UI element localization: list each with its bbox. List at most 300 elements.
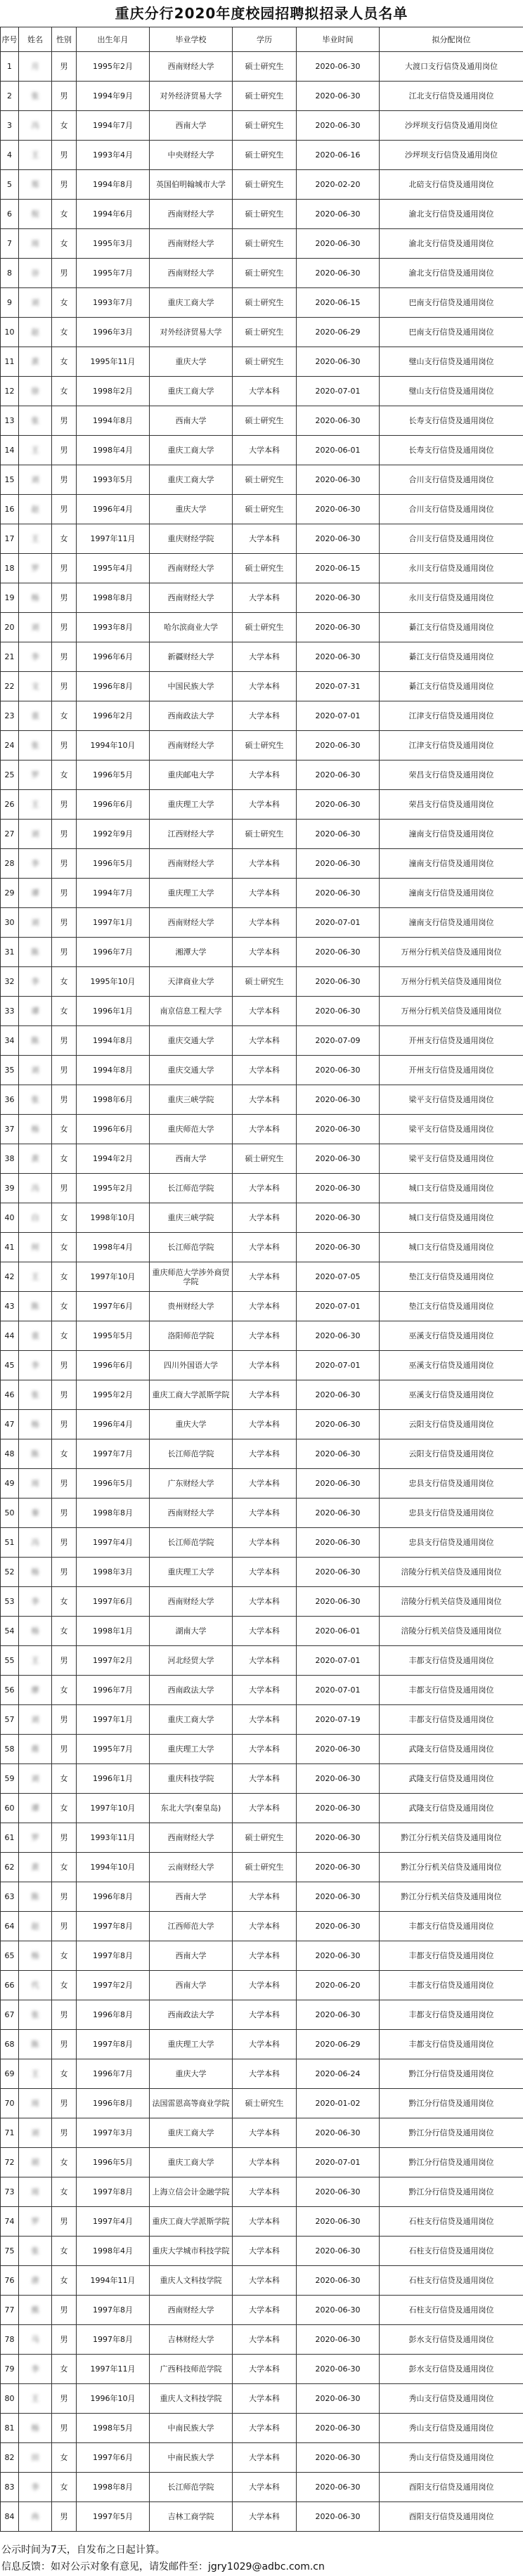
row-birth: 1995年2月 — [77, 1380, 150, 1410]
row-birth: 1997年8月 — [77, 1941, 150, 1971]
row-position: 武隆支行信贷及通用岗位 — [380, 1764, 523, 1794]
row-name: 陈 — [19, 938, 52, 967]
row-grad-date: 2020-07-01 — [297, 1646, 380, 1676]
row-gender: 男 — [52, 1646, 77, 1676]
row-name: 黄 — [19, 1144, 52, 1174]
row-index: 17 — [1, 524, 19, 554]
row-grad-date: 2020-06-30 — [297, 1410, 380, 1439]
row-grad-date: 2020-06-30 — [297, 997, 380, 1026]
row-school: 重庆工商大学 — [150, 436, 233, 465]
row-position: 云阳支行信贷及通用岗位 — [380, 1410, 523, 1439]
row-school: 重庆理工大学 — [150, 790, 233, 820]
row-index: 81 — [1, 2414, 19, 2443]
row-degree: 大学本科 — [233, 997, 297, 1026]
row-position: 石柱支行信贷及通用岗位 — [380, 2207, 523, 2237]
row-index: 22 — [1, 672, 19, 701]
row-school: 西南大学 — [150, 111, 233, 141]
row-birth: 1997年8月 — [77, 1912, 150, 1941]
row-school: 重庆财经学院 — [150, 524, 233, 554]
table-row — [1, 259, 523, 288]
row-index: 10 — [1, 318, 19, 347]
row-gender: 女 — [52, 200, 77, 229]
row-grad-date: 2020-06-20 — [297, 1971, 380, 2000]
row-birth: 1996年1月 — [77, 997, 150, 1026]
row-name: 李 — [19, 1351, 52, 1380]
row-school: 江西师范大学 — [150, 1912, 233, 1941]
row-position: 巴南支行信贷及通用岗位 — [380, 288, 523, 318]
table-row — [1, 2207, 523, 2237]
row-school: 西南财经大学 — [150, 849, 233, 879]
table-row — [1, 1882, 523, 1912]
row-name: 冯 — [19, 111, 52, 141]
row-degree: 大学本科 — [233, 1115, 297, 1144]
row-birth: 1997年1月 — [77, 908, 150, 938]
row-gender: 男 — [52, 1823, 77, 1853]
row-degree: 大学本科 — [233, 760, 297, 790]
row-birth: 1996年6月 — [77, 790, 150, 820]
table-row — [1, 1056, 523, 1085]
row-grad-date: 2020-06-30 — [297, 613, 380, 642]
row-position: 北碚支行信贷及通用岗位 — [380, 170, 523, 200]
row-birth: 1996年8月 — [77, 1882, 150, 1912]
row-birth: 1996年5月 — [77, 2148, 150, 2177]
row-grad-date: 2020-06-30 — [297, 406, 380, 436]
row-birth: 1994年9月 — [77, 82, 150, 111]
table-row — [1, 1794, 523, 1823]
table-row — [1, 2414, 523, 2443]
row-position: 丰都支行信贷及通用岗位 — [380, 2030, 523, 2059]
row-birth: 1994年10月 — [77, 731, 150, 760]
row-gender: 女 — [52, 1321, 77, 1351]
table-row — [1, 1735, 523, 1764]
row-degree: 大学本科 — [233, 1971, 297, 2000]
row-index: 69 — [1, 2059, 19, 2089]
row-birth: 1998年4月 — [77, 1233, 150, 1262]
table-row — [1, 2266, 523, 2296]
row-position: 梁平支行信贷及通用岗位 — [380, 1085, 523, 1115]
row-school: 西南政法大学 — [150, 1676, 233, 1705]
row-grad-date: 2020-06-15 — [297, 288, 380, 318]
row-birth: 1997年8月 — [77, 2325, 150, 2355]
row-grad-date: 2020-06-30 — [297, 82, 380, 111]
row-grad-date: 2020-06-30 — [297, 2355, 380, 2384]
table-row — [1, 2325, 523, 2355]
row-gender: 男 — [52, 1528, 77, 1558]
row-position: 潼南支行信贷及通用岗位 — [380, 849, 523, 879]
row-grad-date: 2020-06-30 — [297, 583, 380, 613]
row-gender: 男 — [52, 2325, 77, 2355]
row-degree: 大学本科 — [233, 1587, 297, 1617]
row-gender: 男 — [52, 436, 77, 465]
row-gender: 男 — [52, 1174, 77, 1203]
row-gender: 男 — [52, 2000, 77, 2030]
row-index: 32 — [1, 967, 19, 997]
table-row — [1, 1380, 523, 1410]
row-birth: 1995年11月 — [77, 347, 150, 377]
table-row — [1, 2177, 523, 2207]
row-index: 12 — [1, 377, 19, 406]
row-grad-date: 2020-07-05 — [297, 1262, 380, 1292]
row-gender: 男 — [52, 1410, 77, 1439]
row-name: 代 — [19, 1971, 52, 2000]
row-degree: 大学本科 — [233, 1439, 297, 1469]
row-birth: 1993年4月 — [77, 141, 150, 170]
row-position: 石柱支行信贷及通用岗位 — [380, 2266, 523, 2296]
row-name: 张 — [19, 731, 52, 760]
row-gender: 女 — [52, 1115, 77, 1144]
row-position: 长寿支行信贷及通用岗位 — [380, 436, 523, 465]
row-index: 46 — [1, 1380, 19, 1410]
row-gender: 男 — [52, 1469, 77, 1499]
row-gender: 女 — [52, 701, 77, 731]
row-degree: 大学本科 — [233, 2443, 297, 2473]
row-degree: 大学本科 — [233, 436, 297, 465]
row-school: 天津商业大学 — [150, 967, 233, 997]
row-name: 陈 — [19, 1026, 52, 1056]
row-position: 石柱支行信贷及通用岗位 — [380, 2296, 523, 2325]
row-name: 蒋 — [19, 1735, 52, 1764]
table-row — [1, 82, 523, 111]
row-name: 廖 — [19, 1676, 52, 1705]
row-school: 河北经贸大学 — [150, 1646, 233, 1676]
row-degree: 大学本科 — [233, 849, 297, 879]
row-school: 重庆理工大学 — [150, 1735, 233, 1764]
row-school: 中南民族大学 — [150, 2443, 233, 2473]
row-grad-date: 2020-06-30 — [297, 1735, 380, 1764]
row-school: 西南财经大学 — [150, 229, 233, 259]
row-name: 冯 — [19, 1174, 52, 1203]
row-degree: 大学本科 — [233, 1558, 297, 1587]
table-row — [1, 1469, 523, 1499]
row-index: 24 — [1, 731, 19, 760]
row-index: 78 — [1, 2325, 19, 2355]
row-school: 云南财经大学 — [150, 1853, 233, 1882]
table-row — [1, 1262, 523, 1292]
row-index: 68 — [1, 2030, 19, 2059]
row-birth: 1995年4月 — [77, 554, 150, 583]
table-row — [1, 760, 523, 790]
row-index: 36 — [1, 1085, 19, 1115]
row-degree: 大学本科 — [233, 908, 297, 938]
header-grad-date: 毕业时间 — [297, 27, 380, 52]
row-grad-date: 2020-07-01 — [297, 1292, 380, 1321]
table-row — [1, 288, 523, 318]
row-position: 丰都支行信贷及通用岗位 — [380, 1646, 523, 1676]
row-grad-date: 2020-06-30 — [297, 1587, 380, 1617]
row-birth: 1997年1月 — [77, 1705, 150, 1735]
row-grad-date: 2020-06-30 — [297, 2177, 380, 2207]
row-birth: 1993年5月 — [77, 465, 150, 495]
row-gender: 男 — [52, 495, 77, 524]
table-row — [1, 1321, 523, 1351]
table-row — [1, 1587, 523, 1617]
row-grad-date: 2020-06-30 — [297, 1882, 380, 1912]
row-name: 王 — [19, 2384, 52, 2414]
row-school: 西南财经大学 — [150, 908, 233, 938]
row-index: 11 — [1, 347, 19, 377]
row-school: 长江师范学院 — [150, 1233, 233, 1262]
row-grad-date: 2020-06-30 — [297, 1853, 380, 1882]
row-gender: 女 — [52, 1262, 77, 1292]
row-position: 巴南支行信贷及通用岗位 — [380, 318, 523, 347]
row-degree: 大学本科 — [233, 790, 297, 820]
row-grad-date: 2020-06-30 — [297, 820, 380, 849]
row-gender: 女 — [52, 524, 77, 554]
row-grad-date: 2020-06-30 — [297, 259, 380, 288]
row-degree: 大学本科 — [233, 1528, 297, 1558]
row-position: 黔江分行机关信贷及通用岗位 — [380, 1823, 523, 1853]
row-name: 秦 — [19, 1499, 52, 1528]
row-gender: 男 — [52, 1499, 77, 1528]
row-grad-date: 2020-06-30 — [297, 229, 380, 259]
table-row — [1, 642, 523, 672]
row-index: 14 — [1, 436, 19, 465]
table-row — [1, 141, 523, 170]
row-index: 31 — [1, 938, 19, 967]
row-index: 33 — [1, 997, 19, 1026]
row-school: 西南大学 — [150, 1971, 233, 2000]
row-birth: 1998年8月 — [77, 583, 150, 613]
row-birth: 1996年4月 — [77, 1410, 150, 1439]
row-name: 刘 — [19, 288, 52, 318]
row-school: 重庆交通大学 — [150, 1056, 233, 1085]
row-grad-date: 2020-06-30 — [297, 1528, 380, 1558]
row-birth: 1994年8月 — [77, 170, 150, 200]
row-gender: 男 — [52, 2089, 77, 2118]
row-grad-date: 2020-07-09 — [297, 1026, 380, 1056]
row-name: 倪 — [19, 200, 52, 229]
row-index: 54 — [1, 1617, 19, 1646]
table-row — [1, 1351, 523, 1380]
row-school: 重庆理工大学 — [150, 1558, 233, 1587]
table-row — [1, 1233, 523, 1262]
row-birth: 1997年6月 — [77, 1587, 150, 1617]
table-row — [1, 524, 523, 554]
row-grad-date: 2020-06-30 — [297, 2296, 380, 2325]
row-school: 四川外国语大学 — [150, 1351, 233, 1380]
table-row — [1, 2059, 523, 2089]
row-position: 綦江支行信贷及通用岗位 — [380, 642, 523, 672]
table-row — [1, 2118, 523, 2148]
table-row — [1, 229, 523, 259]
row-school: 长江师范学院 — [150, 1174, 233, 1203]
row-degree: 大学本科 — [233, 1262, 297, 1292]
row-school: 长江师范学院 — [150, 1439, 233, 1469]
row-position: 荣昌支行信贷及通用岗位 — [380, 790, 523, 820]
row-name: 刘 — [19, 820, 52, 849]
row-degree: 硕士研究生 — [233, 1853, 297, 1882]
row-degree: 大学本科 — [233, 938, 297, 967]
row-name: 袁 — [19, 1321, 52, 1351]
row-index: 77 — [1, 2296, 19, 2325]
table-row — [1, 1499, 523, 1528]
row-school: 重庆大学 — [150, 495, 233, 524]
row-position: 黔江分行信贷及通用岗位 — [380, 2089, 523, 2118]
footer-notice: 公示时间为7天，自发布之日起计算。 — [1, 2544, 165, 2556]
row-birth: 1993年11月 — [77, 1823, 150, 1853]
row-grad-date: 2020-06-30 — [297, 1115, 380, 1144]
row-position: 垫江支行信贷及通用岗位 — [380, 1292, 523, 1321]
row-name: 刘 — [19, 1705, 52, 1735]
row-birth: 1994年7月 — [77, 879, 150, 908]
table-row — [1, 2502, 523, 2532]
row-school: 对外经济贸易大学 — [150, 82, 233, 111]
row-birth: 1996年5月 — [77, 849, 150, 879]
row-birth: 1994年10月 — [77, 1853, 150, 1882]
row-index: 35 — [1, 1056, 19, 1085]
row-position: 开州支行信贷及通用岗位 — [380, 1026, 523, 1056]
row-name: 熊 — [19, 2296, 52, 2325]
row-school: 西南大学 — [150, 406, 233, 436]
row-degree: 硕士研究生 — [233, 229, 297, 259]
row-grad-date: 2020-06-30 — [297, 967, 380, 997]
header-degree: 学历 — [233, 27, 297, 52]
row-gender: 男 — [52, 259, 77, 288]
row-school: 重庆三峡学院 — [150, 1203, 233, 1233]
row-school: 重庆师范大学涉外商贸学院 — [150, 1262, 233, 1292]
row-name: 李 — [19, 849, 52, 879]
row-birth: 1997年10月 — [77, 1794, 150, 1823]
row-degree: 大学本科 — [233, 1292, 297, 1321]
row-degree: 大学本科 — [233, 2118, 297, 2148]
row-index: 7 — [1, 229, 19, 259]
table-row — [1, 1646, 523, 1676]
row-position: 丰都支行信贷及通用岗位 — [380, 1676, 523, 1705]
row-index: 72 — [1, 2148, 19, 2177]
row-gender: 女 — [52, 2355, 77, 2384]
row-name: 杨 — [19, 1617, 52, 1646]
table-row — [1, 1026, 523, 1056]
row-position: 黔江分行机关信贷及通用岗位 — [380, 1853, 523, 1882]
row-grad-date: 2020-06-30 — [297, 1558, 380, 1587]
row-name: 谷 — [19, 259, 52, 288]
table-row — [1, 2443, 523, 2473]
row-index: 18 — [1, 554, 19, 583]
row-degree: 硕士研究生 — [233, 613, 297, 642]
row-birth: 1992年9月 — [77, 820, 150, 849]
row-name: 刘 — [19, 2118, 52, 2148]
row-grad-date: 2020-06-30 — [297, 1499, 380, 1528]
row-gender: 男 — [52, 731, 77, 760]
row-name: 谭 — [19, 997, 52, 1026]
table-row — [1, 52, 523, 82]
row-birth: 1996年4月 — [77, 495, 150, 524]
row-name: 王 — [19, 1262, 52, 1292]
row-position: 黔江分行信贷及通用岗位 — [380, 2148, 523, 2177]
row-grad-date: 2020-07-01 — [297, 377, 380, 406]
row-grad-date: 2020-06-30 — [297, 760, 380, 790]
row-index: 60 — [1, 1794, 19, 1823]
row-degree: 大学本科 — [233, 2030, 297, 2059]
header-index: 序号 — [1, 27, 19, 52]
table-row — [1, 2000, 523, 2030]
row-degree: 硕士研究生 — [233, 318, 297, 347]
row-gender: 女 — [52, 1764, 77, 1794]
row-birth: 1996年6月 — [77, 1115, 150, 1144]
row-position: 潼南支行信贷及通用岗位 — [380, 879, 523, 908]
row-gender: 男 — [52, 465, 77, 495]
table-header-row — [1, 27, 523, 52]
row-school: 西南财经大学 — [150, 1823, 233, 1853]
row-gender: 男 — [52, 672, 77, 701]
row-position: 黔江分行信贷及通用岗位 — [380, 2059, 523, 2089]
row-position: 丰都支行信贷及通用岗位 — [380, 2000, 523, 2030]
row-grad-date: 2020-06-01 — [297, 436, 380, 465]
row-degree: 硕士研究生 — [233, 347, 297, 377]
row-name: 田 — [19, 2443, 52, 2473]
row-degree: 大学本科 — [233, 1351, 297, 1380]
row-position: 城口支行信贷及通用岗位 — [380, 1203, 523, 1233]
row-position: 合川支行信贷及通用岗位 — [380, 524, 523, 554]
row-birth: 1998年4月 — [77, 2237, 150, 2266]
row-position: 云阳支行信贷及通用岗位 — [380, 1439, 523, 1469]
row-degree: 大学本科 — [233, 2384, 297, 2414]
row-degree: 大学本科 — [233, 1321, 297, 1351]
page-title: 重庆分行2020年度校园招聘拟招录人员名单 — [115, 5, 408, 22]
row-index: 29 — [1, 879, 19, 908]
row-gender: 男 — [52, 1882, 77, 1912]
table-row — [1, 1203, 523, 1233]
row-birth: 1996年1月 — [77, 1764, 150, 1794]
row-index: 20 — [1, 613, 19, 642]
row-position: 綦江支行信贷及通用岗位 — [380, 613, 523, 642]
row-position: 忠县支行信贷及通用岗位 — [380, 1499, 523, 1528]
row-birth: 1995年3月 — [77, 229, 150, 259]
row-birth: 1995年7月 — [77, 1735, 150, 1764]
row-gender: 女 — [52, 1233, 77, 1262]
row-degree: 大学本科 — [233, 1203, 297, 1233]
table-row — [1, 967, 523, 997]
row-gender: 女 — [52, 1617, 77, 1646]
row-grad-date: 2020-07-19 — [297, 1705, 380, 1735]
row-gender: 男 — [52, 820, 77, 849]
row-degree: 大学本科 — [233, 672, 297, 701]
row-index: 65 — [1, 1941, 19, 1971]
row-name: 郑 — [19, 170, 52, 200]
row-degree: 大学本科 — [233, 1233, 297, 1262]
row-index: 5 — [1, 170, 19, 200]
row-school: 广东财经大学 — [150, 1469, 233, 1499]
row-school: 长江师范学院 — [150, 1528, 233, 1558]
row-degree: 硕士研究生 — [233, 259, 297, 288]
row-grad-date: 2020-06-30 — [297, 495, 380, 524]
row-birth: 1998年3月 — [77, 1558, 150, 1587]
row-gender: 女 — [52, 1676, 77, 1705]
row-birth: 1997年4月 — [77, 1528, 150, 1558]
row-name: 杨 — [19, 583, 52, 613]
row-position: 忠县支行信贷及通用岗位 — [380, 1528, 523, 1558]
row-name: 刘 — [19, 613, 52, 642]
row-index: 45 — [1, 1351, 19, 1380]
row-index: 63 — [1, 1882, 19, 1912]
row-name: 黄 — [19, 347, 52, 377]
row-birth: 1997年6月 — [77, 2443, 150, 2473]
row-degree: 大学本科 — [233, 1646, 297, 1676]
table-row — [1, 997, 523, 1026]
row-school: 西南财经大学 — [150, 2296, 233, 2325]
row-position: 梁平支行信贷及通用岗位 — [380, 1115, 523, 1144]
row-position: 万州分行机关信贷及通用岗位 — [380, 997, 523, 1026]
row-index: 42 — [1, 1262, 19, 1292]
row-gender: 女 — [52, 1971, 77, 2000]
row-position: 酉阳支行信贷及通用岗位 — [380, 2473, 523, 2502]
row-school: 新疆财经大学 — [150, 642, 233, 672]
row-gender: 男 — [52, 849, 77, 879]
row-index: 73 — [1, 2177, 19, 2207]
row-degree: 大学本科 — [233, 1085, 297, 1115]
row-school: 西南政法大学 — [150, 2000, 233, 2030]
row-birth: 1994年6月 — [77, 200, 150, 229]
